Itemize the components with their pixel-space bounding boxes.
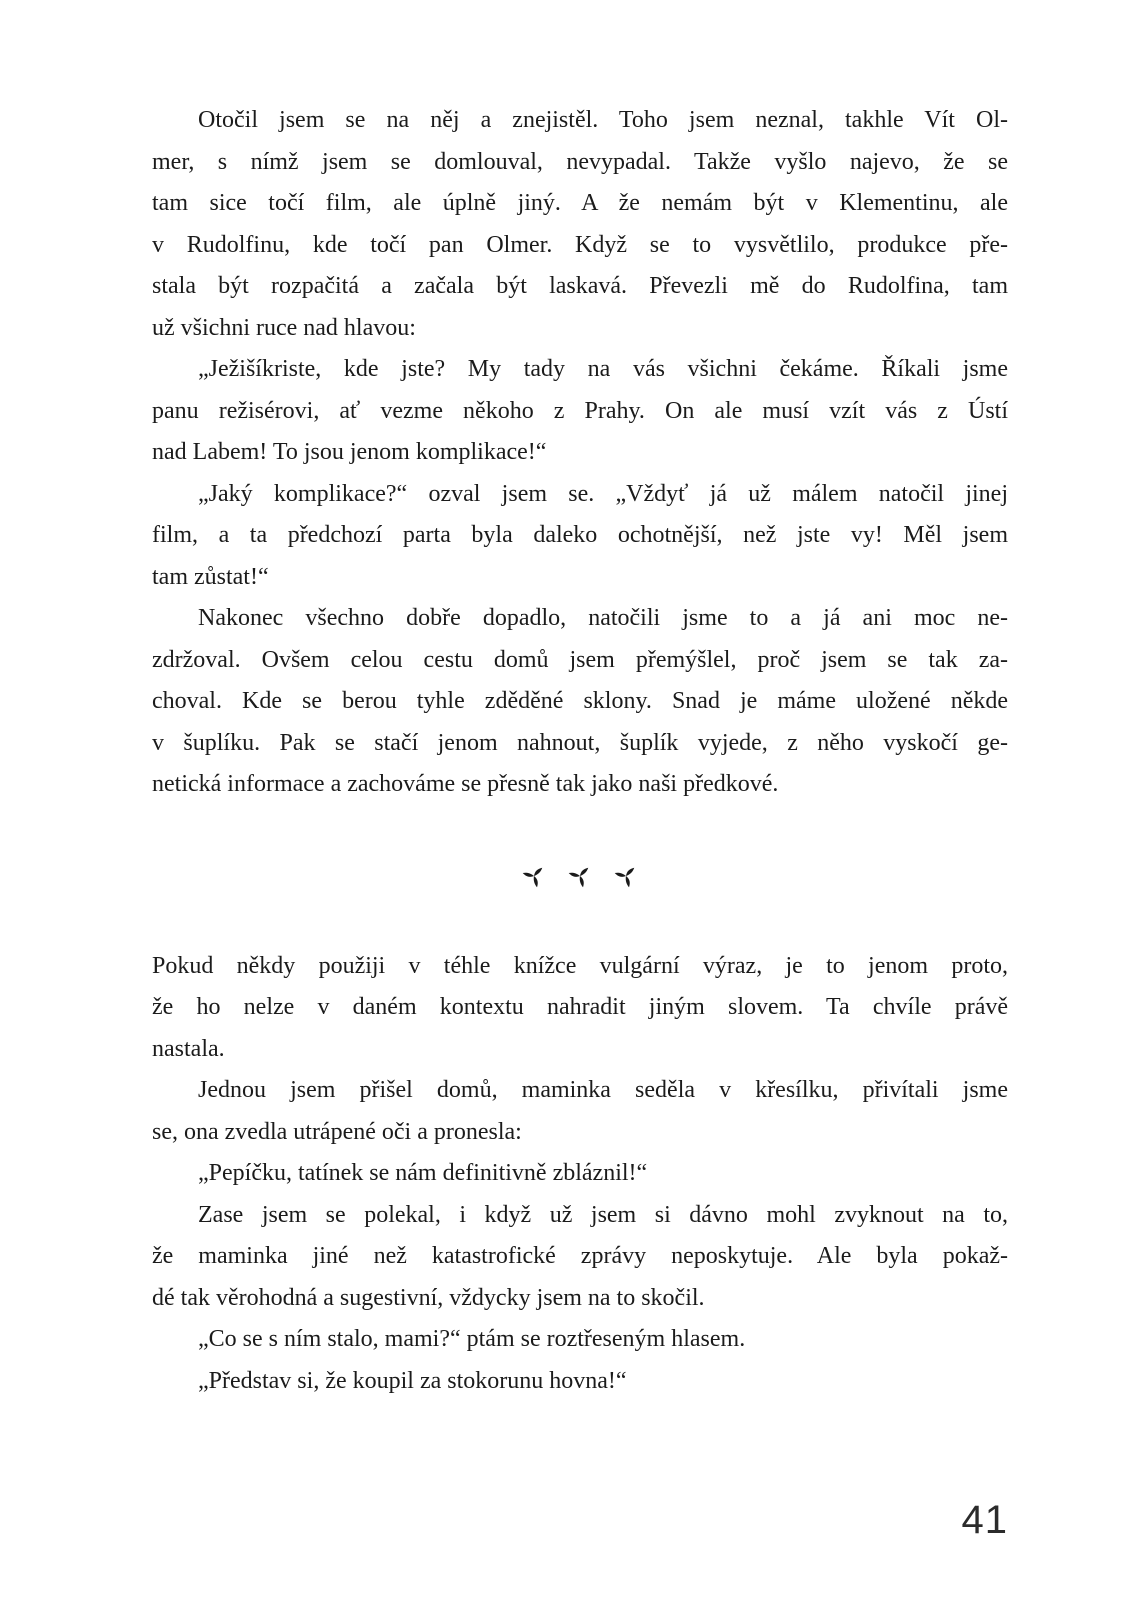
- text-block: [152, 100, 1008, 1402]
- text-line: že ho nelze v daném kontextu nahradit jiným slovem. Ta chvíle právě: [152, 994, 1008, 1020]
- text-line: „Pepíčku, tatínek se nám definitivně zbláznil!“: [198, 1160, 648, 1186]
- text-line: panu režisérovi, ať vezme někoho z Prahy. On ale musí vzít vás z Ústí: [152, 397, 1008, 424]
- text-line: tam zůstat!“: [152, 563, 269, 590]
- text-line: Zase jsem se polekal, i když už jsem si dávno mohl zvyknout na to,: [198, 1201, 1008, 1228]
- text-line: film, a ta předchozí parta byla daleko ochotnější, než jste vy! Měl jsem: [152, 522, 1008, 548]
- text-line: nastala.: [152, 1035, 225, 1062]
- text-line: Pokud někdy použiji v téhle knížce vulgární výraz, je to jenom proto,: [152, 952, 1008, 979]
- text-line: mer, s nímž jsem se domlouval, nevypadal. Takže vyšlo najevo, že se: [152, 148, 1008, 175]
- text-line: „Ježišíkriste, kde jste? My tady na vás všichni čekáme. Říkali jsme: [198, 356, 1008, 382]
- text-line: v Rudolfinu, kde točí pan Olmer. Když se to vysvětlilo, produkce pře-: [152, 231, 1008, 258]
- page-number: 41: [961, 1498, 1008, 1542]
- swirl-ornament-icon: [614, 863, 638, 889]
- swirl-ornament-icon: [522, 863, 546, 889]
- text-line: netická informace a zachováme se přesně tak jako naši předkové.: [152, 771, 779, 797]
- text-line: tam sice točí film, ale úplně jiný. A že nemám být v Klementinu, ale: [152, 190, 1008, 216]
- text-line: Nakonec všechno dobře dopadlo, natočili jsme to a já ani moc ne-: [198, 605, 1008, 631]
- swirl-ornament-icon: [568, 863, 592, 889]
- text-line: choval. Kde se berou tyhle zděděné sklony. Snad je máme uložené někde: [152, 688, 1008, 714]
- text-line: „Jaký komplikace?“ ozval jsem se. „Vždyť já už málem natočil jinej: [198, 480, 1008, 507]
- text-line: Jednou jsem přišel domů, maminka seděla v křesílku, přivítali jsme: [198, 1077, 1008, 1103]
- text-line: zdržoval. Ovšem celou cestu domů jsem přemýšlel, proč jsem se tak za-: [152, 646, 1008, 673]
- text-line: „Co se s ním stalo, mami?“ ptám se roztřeseným hlasem.: [198, 1326, 746, 1352]
- text-line: v šuplíku. Pak se stačí jenom nahnout, šuplík vyjede, z něho vyskočí ge-: [152, 729, 1008, 756]
- text-line: nad Labem! To jsou jenom komplikace!“: [152, 439, 547, 465]
- section-break-ornament: [152, 806, 1008, 946]
- text-line: stala být rozpačitá a začala být laskavá. Převezli mě do Rudolfina, tam: [152, 273, 1008, 299]
- text-line: se, ona zvedla utrápené oči a pronesla:: [152, 1118, 522, 1145]
- text-line: že maminka jiné než katastrofické zprávy neposkytuje. Ale byla pokaž-: [152, 1243, 1008, 1269]
- text-line: Otočil jsem se na něj a znejistěl. Toho jsem neznal, takhle Vít Ol-: [198, 107, 1008, 133]
- text-line: už všichni ruce nad hlavou:: [152, 314, 416, 341]
- text-line: „Představ si, že koupil za stokorunu hovna!“: [198, 1367, 627, 1394]
- text-line: dé tak věrohodná a sugestivní, vždycky jsem na to skočil.: [152, 1284, 705, 1311]
